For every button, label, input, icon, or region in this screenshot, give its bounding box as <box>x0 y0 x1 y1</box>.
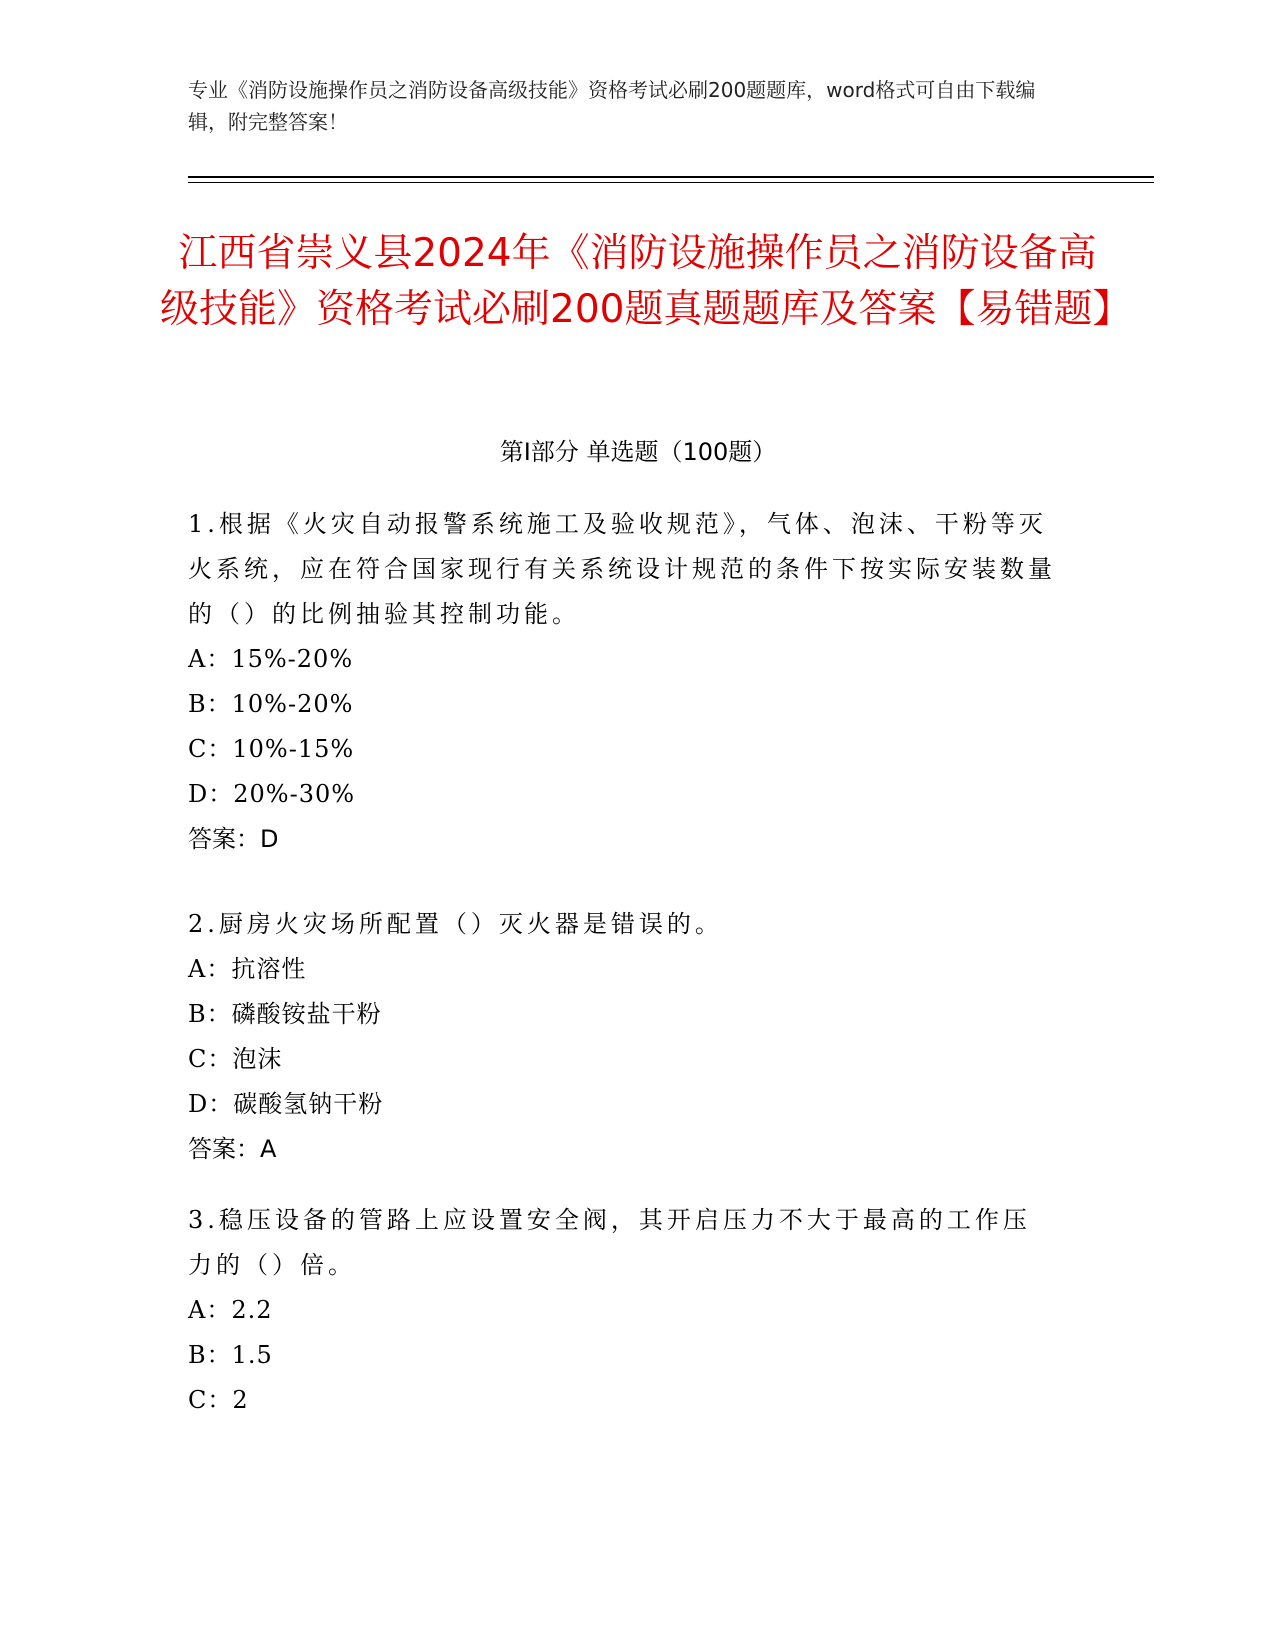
option-b: B：10%-20% <box>188 690 354 718</box>
document-title: 江西省崇义县2024年《消防设施操作员之消防设备高级技能》资格考试必刷200题真题题库及答案【易错题】 <box>160 231 1132 332</box>
option-d: D：碳酸氢钠干粉 <box>188 1090 384 1118</box>
option-b: B：磷酸铵盐干粉 <box>188 1000 382 1028</box>
question-2 <box>188 902 1058 1172</box>
option-a: A：抗溶性 <box>188 955 307 983</box>
option-b: B：1.5 <box>188 1341 273 1369</box>
question-stem: 2.厨房火灾场所配置（）灭火器是错误的。 <box>188 910 723 938</box>
answer: 答案：D <box>188 825 279 853</box>
option-d: D：20%-30% <box>188 780 356 808</box>
option-c: C：2 <box>188 1386 249 1414</box>
question-stem: 3.稳压设备的管路上应设置安全阀，其开启压力不大于最高的工作压力的（）倍。 <box>188 1206 1031 1279</box>
header-divider-thick <box>188 176 1154 178</box>
question-stem: 1.根据《火灾自动报警系统施工及验收规范》，气体、泡沫、干粉等灭火系统，应在符合国家现行有关系统设计规范的条件下按实际安装数量的（）的比例抽验其控制功能。 <box>188 510 1056 628</box>
answer: 答案：A <box>188 1135 277 1163</box>
question-3 <box>188 1198 1058 1423</box>
option-a: A：2.2 <box>188 1296 273 1324</box>
option-c: C：10%-15% <box>188 735 355 763</box>
header-note: 专业《消防设施操作员之消防设备高级技能》资格考试必刷200题题库，word格式可自由下载编辑，附完整答案！ <box>188 78 1036 134</box>
section-title: 第I部分 单选题（100题） <box>499 438 777 466</box>
header-divider-thin <box>188 182 1154 183</box>
option-c: C：泡沫 <box>188 1045 283 1073</box>
option-a: A：15%-20% <box>188 645 354 673</box>
question-1 <box>188 502 1058 862</box>
